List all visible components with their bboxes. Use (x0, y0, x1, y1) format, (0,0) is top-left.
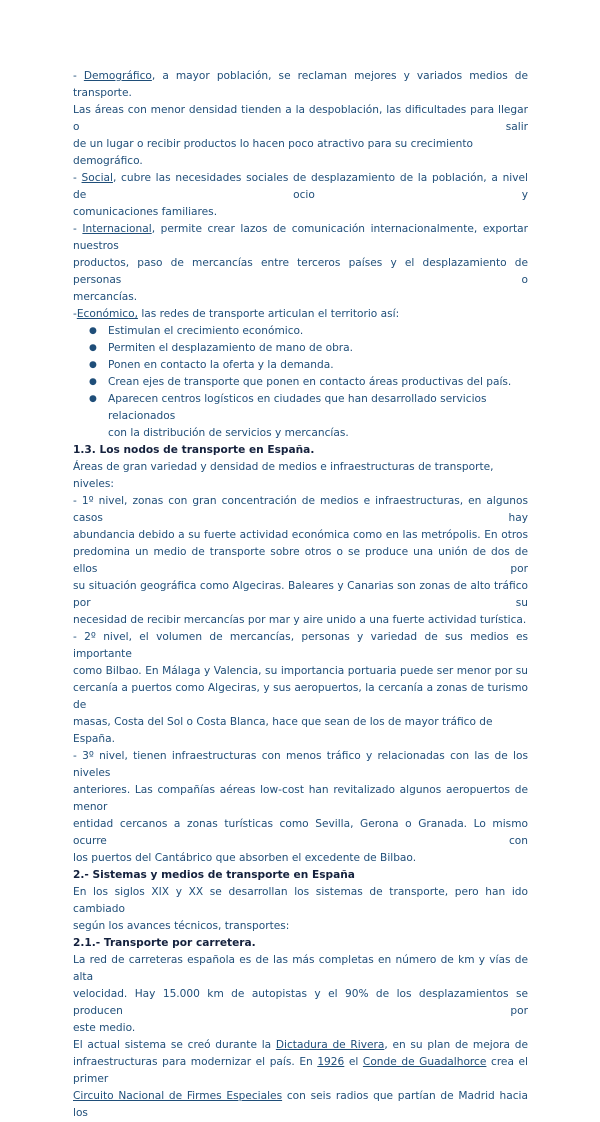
nivel-2-line: como Bilbao. En Málaga y Valencia, su importancia portuaria puede ser menor por su (73, 665, 528, 677)
carretera-history-line-1: El actual sistema se creó durante la Dictadura de Rivera, en su plan de mejora de (73, 1039, 528, 1051)
nivel-3-line: - 3º nivel, tienen infraestructuras con menos tráfico y relacionadas con las de los niveles (73, 750, 528, 779)
nivel-1-line: necesidad de recibir mercancías por mar y aire unido a una fuerte actividad turística. (73, 614, 527, 626)
social-line-1: - Social, cubre las necesidades sociales de desplazamiento de la población, a nivel de ocio y (73, 172, 528, 201)
nivel-3-line: los puertos del Cantábrico que absorben el excedente de Bilbao. (73, 852, 417, 864)
dictadura-rivera-link[interactable]: Dictadura de Rivera (275, 1039, 385, 1051)
internacional-line-1: - Internacional, permite crear lazos de comunicación internacionalmente, exportar nuestros (73, 223, 528, 252)
bullet-icon: ● (89, 343, 97, 353)
document-body (73, 68, 528, 1122)
internacional-line-2: productos, paso de mercancías entre terceros países y el desplazamiento de personas o (73, 257, 528, 286)
section-2-1-heading: 2.1.- Transporte por carretera. (73, 937, 256, 949)
list-item: ● Crean ejes de transporte que ponen en contacto áreas productivas del país. (73, 374, 528, 391)
carretera-history-line-2: infraestructuras para modernizar el país. En 1926 el Conde de Guadalhorce crea el primer (73, 1056, 528, 1085)
carretera-history-line-3: Circuito Nacional de Firmes Especiales con seis radios que partían de Madrid hacia los (73, 1090, 528, 1119)
bullet-icon: ● (89, 394, 97, 404)
list-item: ● Estimulan el crecimiento económico. (73, 323, 528, 340)
social-line-2: comunicaciones familiares. (73, 206, 218, 218)
section-1-3-heading: 1.3. Los nodos de transporte en España. (73, 444, 315, 456)
nivel-3-line: entidad cercanos a zonas turísticas como Sevilla, Gerona o Granada. Lo mismo ocurre con (73, 818, 528, 847)
economico-line: -Económico, las redes de transporte articulan el territorio así: (73, 308, 400, 320)
circuito-firmes-link[interactable]: Circuito Nacional de Firmes Especiales (73, 1090, 283, 1102)
internacional-line-3: mercancías. (73, 291, 138, 303)
nivel-1-line: abundancia debido a su fuerte actividad económica como en las metrópolis. En otros (73, 529, 528, 541)
social-term: Social (81, 172, 113, 184)
carretera-line: La red de carreteras española es de las más completas en número de km y vías de alta (73, 954, 528, 983)
demografico-line-1: - Demográfico, a mayor población, se reclaman mejores y variados medios de transporte. (73, 70, 528, 99)
list-item: ● Ponen en contacto la oferta y la demanda. (73, 357, 528, 374)
nivel-2-line: - 2º nivel, el volumen de mercancías, personas y variedad de sus medios es importante (73, 631, 528, 660)
bullet-icon: ● (89, 326, 97, 336)
demografico-term: Demográfico (83, 70, 152, 82)
list-item: ● Aparecen centros logísticos en ciudades que han desarrollado servicios relacionados con la distribución de servicios y mercancías. (89, 393, 487, 439)
list-item: ● Permiten el desplazamiento de mano de obra. (73, 340, 528, 357)
carretera-line: este medio. (73, 1022, 136, 1034)
nivel-2-line: masas, Costa del Sol o Costa Blanca, hace que sean de los de mayor tráfico de España. (73, 716, 493, 745)
bullet-icon: ● (89, 377, 97, 387)
conde-guadalhorce-link[interactable]: Conde de Guadalhorce (362, 1056, 487, 1068)
nivel-3-line: anteriores. Las compañías aéreas low-cost han revitalizado algunos aeropuertos de menor (73, 784, 528, 813)
section-2-heading: 2.- Sistemas y medios de transporte en España (73, 869, 355, 881)
internacional-term: Internacional (82, 223, 152, 235)
year-1926-link[interactable]: 1926 (317, 1056, 345, 1068)
section-2-line-2: según los avances técnicos, transportes: (73, 920, 290, 932)
demografico-line-3: de un lugar o recibir productos lo hacen poco atractivo para su crecimiento demográfico. (73, 138, 473, 167)
nivel-2-line: cercanía a puertos como Algeciras, y sus aeropuertos, la cercanía a zonas de turismo de (73, 682, 528, 711)
nivel-1-line: predomina un medio de transporte sobre otros o se produce una unión de dos de ellos por (73, 546, 528, 575)
economico-term: Económico, (76, 308, 138, 320)
carretera-line: velocidad. Hay 15.000 km de autopistas y el 90% de los desplazamientos se producen por (73, 988, 528, 1017)
demografico-line-2: Las áreas con menor densidad tienden a la despoblación, las dificultades para llegar o salir (73, 104, 528, 133)
section-1-3-intro: Áreas de gran variedad y densidad de medios e infraestructuras de transporte, niveles: (73, 461, 494, 490)
nivel-1-line: - 1º nivel, zonas con gran concentración de medios e infraestructuras, en algunos casos hay (73, 495, 528, 524)
bullet-icon: ● (89, 360, 97, 370)
section-2-line-1: En los siglos XIX y XX se desarrollan los sistemas de transporte, pero han ido cambiado (73, 886, 528, 915)
nivel-1-line: su situación geográfica como Algeciras. Baleares y Canarias son zonas de alto tráfico por su (73, 580, 528, 609)
economico-bullet-list (73, 323, 528, 442)
